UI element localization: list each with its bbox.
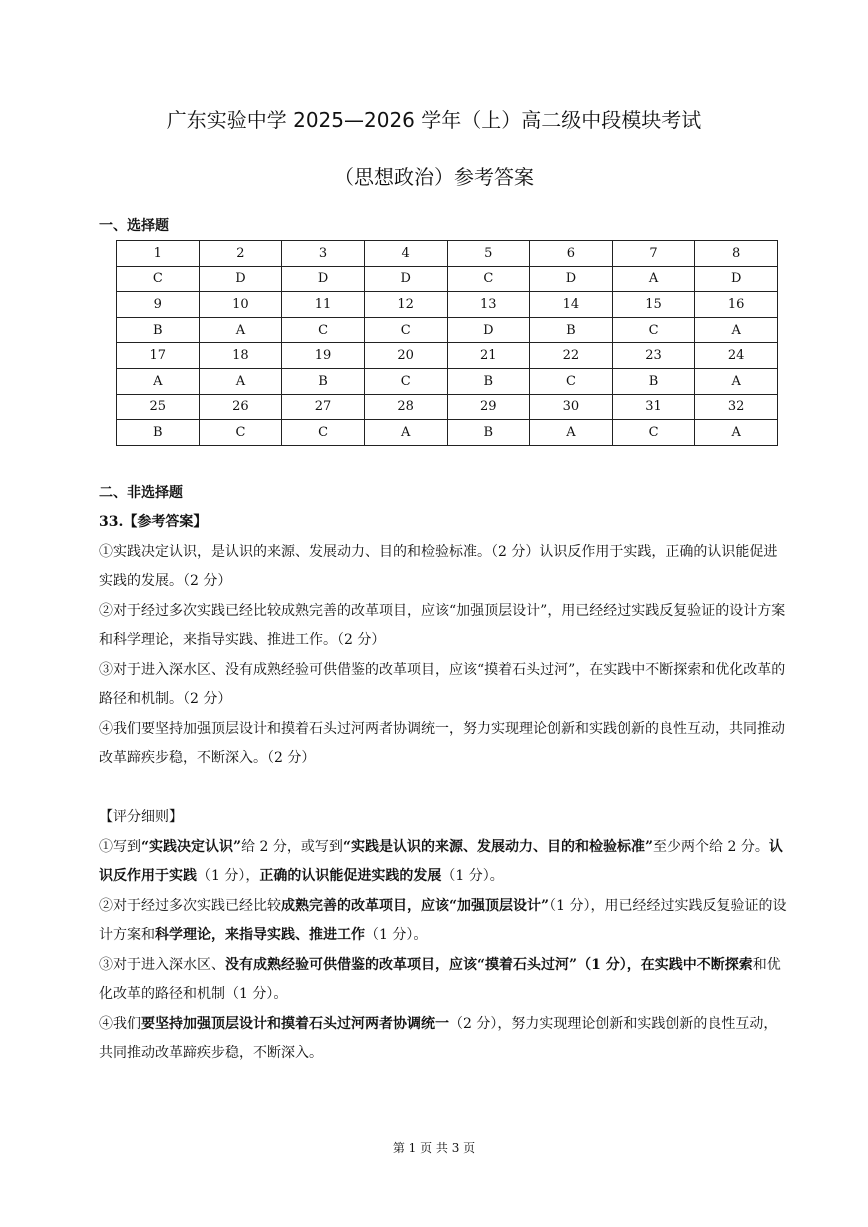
table-cell: 7 — [612, 241, 695, 267]
table-cell: 30 — [530, 394, 613, 420]
table-cell: A — [199, 368, 282, 394]
table-cell: A — [364, 420, 447, 446]
page-footer: 第 1 页 共 3 页 — [392, 1141, 476, 1155]
table-cell: 26 — [199, 394, 282, 420]
rubric-1-keypoint-h: 正确的认识能促进实践的发展 — [259, 868, 442, 884]
table-cell: C — [199, 420, 282, 446]
rubric-4-text-c: （2 分），努力实现理论创新和实践创新的良性互动，共同推动改革蹄疾步稳，不断深入。 — [99, 1015, 778, 1061]
table-cell: 21 — [447, 343, 530, 369]
table-cell: C — [447, 266, 530, 292]
page-subtitle: （思想政治）参考答案 — [334, 165, 534, 189]
table-cell: 14 — [530, 292, 613, 318]
q33-answer-2: ②对于经过多次实践已经比较成熟完善的改革项目，应该“加强顶层设计”，用已经经过实践反复验证的设计方案和科学理论，来指导实践、推进工作。（2 分） — [99, 602, 786, 648]
table-row — [117, 292, 778, 318]
table-cell: 5 — [447, 241, 530, 267]
rubric-4-text-a: ④我们 — [99, 1015, 141, 1032]
table-cell: B — [447, 368, 530, 394]
table-cell: A — [695, 420, 778, 446]
table-row — [117, 266, 778, 292]
table-cell: A — [117, 368, 200, 394]
table-cell: D — [364, 266, 447, 292]
table-cell: 6 — [530, 241, 613, 267]
rubric-3-keypoint-b: 没有成熟经验可供借鉴的改革项目，应该“摸着石头过河”（1 分），在实践中不断探索 — [225, 956, 753, 973]
rubric-2-text-a: ②对于经过多次实践已经比较 — [99, 897, 281, 914]
q33-answer-1: ①实践决定认识，是认识的来源、发展动力、目的和检验标准。（2 分）认识反作用于实践，正确的认识能促进实践的发展。（2 分） — [99, 543, 778, 589]
table-cell: 3 — [282, 241, 365, 267]
table-cell: 25 — [117, 394, 200, 420]
table-cell: 23 — [612, 343, 695, 369]
rubric-2-keypoint-b: 成熟完善的改革项目，应该“加强顶层设计” — [281, 897, 550, 914]
table-cell: B — [612, 368, 695, 394]
table-row — [117, 394, 778, 420]
table-cell: B — [447, 420, 530, 446]
table-cell: 19 — [282, 343, 365, 369]
rubric-4-keypoint-b: 要坚持加强顶层设计和摸着石头过河两者协调统一 — [141, 1015, 449, 1032]
table-cell: 18 — [199, 343, 282, 369]
q33-answer-4: ④我们要坚持加强顶层设计和摸着石头过河两者协调统一，努力实现理论创新和实践创新的良性互动，共同推动改革蹄疾步稳，不断深入。（2 分） — [99, 720, 785, 766]
rubric-item-4 — [99, 1010, 789, 1069]
rubric-heading: 【评分细则】 — [99, 809, 183, 825]
table-row — [117, 317, 778, 343]
table-cell: 28 — [364, 394, 447, 420]
rubric-1-text-i: （1 分）。 — [441, 868, 504, 884]
table-cell: A — [530, 420, 613, 446]
table-cell: 12 — [364, 292, 447, 318]
table-row — [117, 343, 778, 369]
rubric-1-keypoint-b: “实践决定认识” — [141, 838, 242, 855]
table-row — [117, 241, 778, 267]
table-cell: 4 — [364, 241, 447, 267]
table-cell: C — [612, 317, 695, 343]
table-cell: 10 — [199, 292, 282, 318]
q33-answer-3: ③对于进入深水区、没有成熟经验可供借鉴的改革项目，应该“摸着石头过河”，在实践中不断探索和优化改革的路径和机制。（2 分） — [99, 661, 786, 707]
table-cell: C — [282, 317, 365, 343]
table-cell: A — [199, 317, 282, 343]
table-cell: B — [282, 368, 365, 394]
answer-table — [116, 240, 778, 446]
table-cell: 27 — [282, 394, 365, 420]
rubric-1-keypoint-f: 认识反作用于实践 — [99, 838, 783, 884]
table-cell: C — [282, 420, 365, 446]
rubric-item-3 — [99, 951, 789, 1010]
table-cell: 20 — [364, 343, 447, 369]
table-cell: D — [695, 266, 778, 292]
q33-answer-block — [99, 508, 789, 774]
rubric-2-keypoint-d: 科学理论，来指导实践、推进工作 — [155, 927, 365, 943]
rubric-3-text-c: 和优化改革的路径和机制（1 分）。 — [99, 956, 781, 1002]
rubric-3-text-a: ③对于进入深水区、 — [99, 956, 225, 973]
table-cell: 29 — [447, 394, 530, 420]
rubric-1-text-g: （1 分）， — [197, 868, 260, 884]
page-title: 广东实验中学 2025—2026 学年（上）高二级中段模块考试 — [166, 108, 702, 132]
section-heading-choice: 一、选择题 — [99, 218, 169, 234]
rubric-item-2 — [99, 892, 789, 951]
table-cell: C — [364, 368, 447, 394]
table-cell: A — [612, 266, 695, 292]
rubric-item-1 — [99, 833, 789, 892]
table-cell: 16 — [695, 292, 778, 318]
rubric-2-text-c: （1 分），用已经经过实践反复验证的设计方案和 — [99, 897, 787, 943]
table-cell: D — [199, 266, 282, 292]
table-cell: 13 — [447, 292, 530, 318]
table-cell: D — [447, 317, 530, 343]
table-cell: C — [117, 266, 200, 292]
rubric-1-text-c: 给 2 分，或写到 — [241, 838, 343, 855]
table-cell: 17 — [117, 343, 200, 369]
section-heading-nonchoice: 二、非选择题 — [99, 485, 183, 501]
table-cell: A — [695, 317, 778, 343]
table-cell: C — [612, 420, 695, 446]
table-cell: 31 — [612, 394, 695, 420]
table-cell: C — [530, 368, 613, 394]
table-cell: 2 — [199, 241, 282, 267]
table-cell: B — [117, 317, 200, 343]
table-cell: 24 — [695, 343, 778, 369]
table-cell: 8 — [695, 241, 778, 267]
table-cell: C — [364, 317, 447, 343]
table-cell: 1 — [117, 241, 200, 267]
table-cell: B — [117, 420, 200, 446]
table-row — [117, 420, 778, 446]
table-cell: B — [530, 317, 613, 343]
table-cell: 22 — [530, 343, 613, 369]
table-cell: D — [530, 266, 613, 292]
table-cell: D — [282, 266, 365, 292]
table-cell: 9 — [117, 292, 200, 318]
table-cell: 32 — [695, 394, 778, 420]
rubric-1-text-a: ①写到 — [99, 838, 141, 855]
table-cell: A — [695, 368, 778, 394]
rubric-block — [99, 803, 789, 1069]
table-cell: 11 — [282, 292, 365, 318]
table-cell: 15 — [612, 292, 695, 318]
q33-heading: 33.【参考答案】 — [99, 514, 208, 530]
rubric-2-text-e: （1 分）。 — [365, 927, 428, 943]
rubric-1-keypoint-d: “实践是认识的来源、发展动力、目的和检验标准” — [342, 838, 654, 855]
table-row — [117, 368, 778, 394]
rubric-1-text-e: 至少两个给 2 分。 — [653, 838, 769, 855]
